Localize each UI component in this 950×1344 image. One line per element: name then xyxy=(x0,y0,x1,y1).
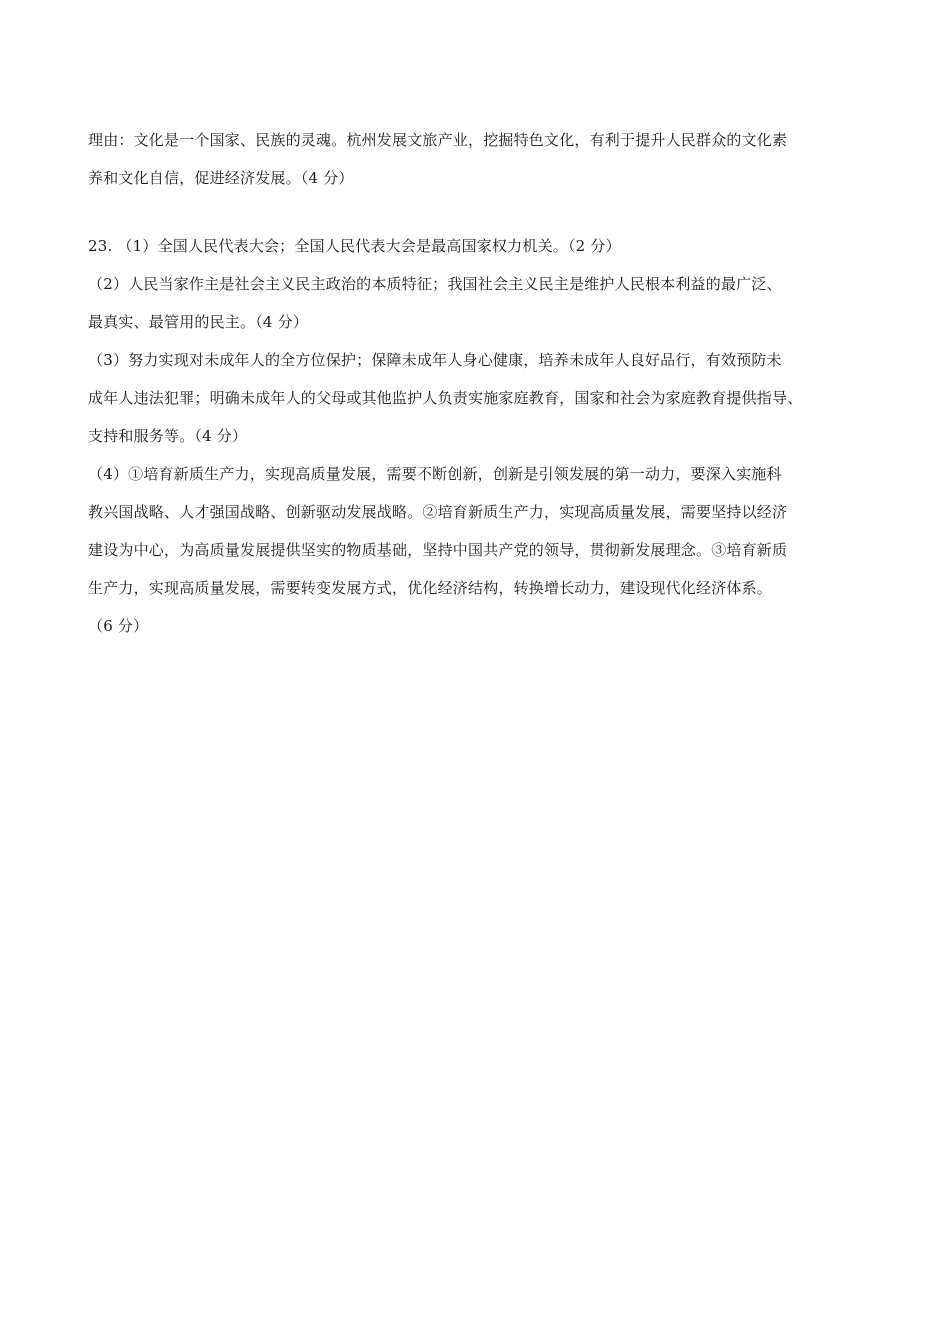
q23-part-2-line-2: 最真实、最管用的民主。（4 分） xyxy=(88,313,309,331)
q23-part-4-line-1: （4）①培育新质生产力，实现高质量发展，需要不断创新，创新是引领发展的第一动力，要深入实施科 xyxy=(88,465,782,483)
q23-part-3-line-2: 成年人违法犯罪；明确未成年人的父母或其他监护人负责实施家庭教育，国家和社会为家庭教育提供指导、 xyxy=(88,389,803,407)
q23-part-4-line-3: 建设为中心，为高质量发展提供坚实的物质基础，坚持中国共产党的领导，贯彻新发展理念。③培育新质 xyxy=(88,541,788,559)
q23-part-4-line-2: 教兴国战略、人才强国战略、创新驱动发展战略。②培育新质生产力，实现高质量发展，需要坚持以经济 xyxy=(88,503,788,521)
q23-part-3-line-1: （3）努力实现对未成年人的全方位保护；保障未成年人身心健康，培养未成年人良好品行，有效预防未 xyxy=(88,351,782,369)
q23-part-4-line-4: 生产力，实现高质量发展，需要转变发展方式，优化经济结构，转换增长动力，建设现代化经济体系。 xyxy=(88,579,773,597)
q22-reason-line-1: 理由：文化是一个国家、民族的灵魂。杭州发展文旅产业，挖掘特色文化，有利于提升人民群众的文化素 xyxy=(88,131,788,149)
q23-part-1: 23. （1）全国人民代表大会；全国人民代表大会是最高国家权力机关。（2 分） xyxy=(88,237,621,255)
q23-part-3-line-3: 支持和服务等。（4 分） xyxy=(88,427,248,445)
q22-reason-line-2: 养和文化自信，促进经济发展。（4 分） xyxy=(88,169,354,187)
q23-part-2-line-1: （2）人民当家作主是社会主义民主政治的本质特征；我国社会主义民主是维护人民根本利益的最广泛、 xyxy=(88,275,782,293)
q23-part-4-line-5: （6 分） xyxy=(88,617,149,635)
